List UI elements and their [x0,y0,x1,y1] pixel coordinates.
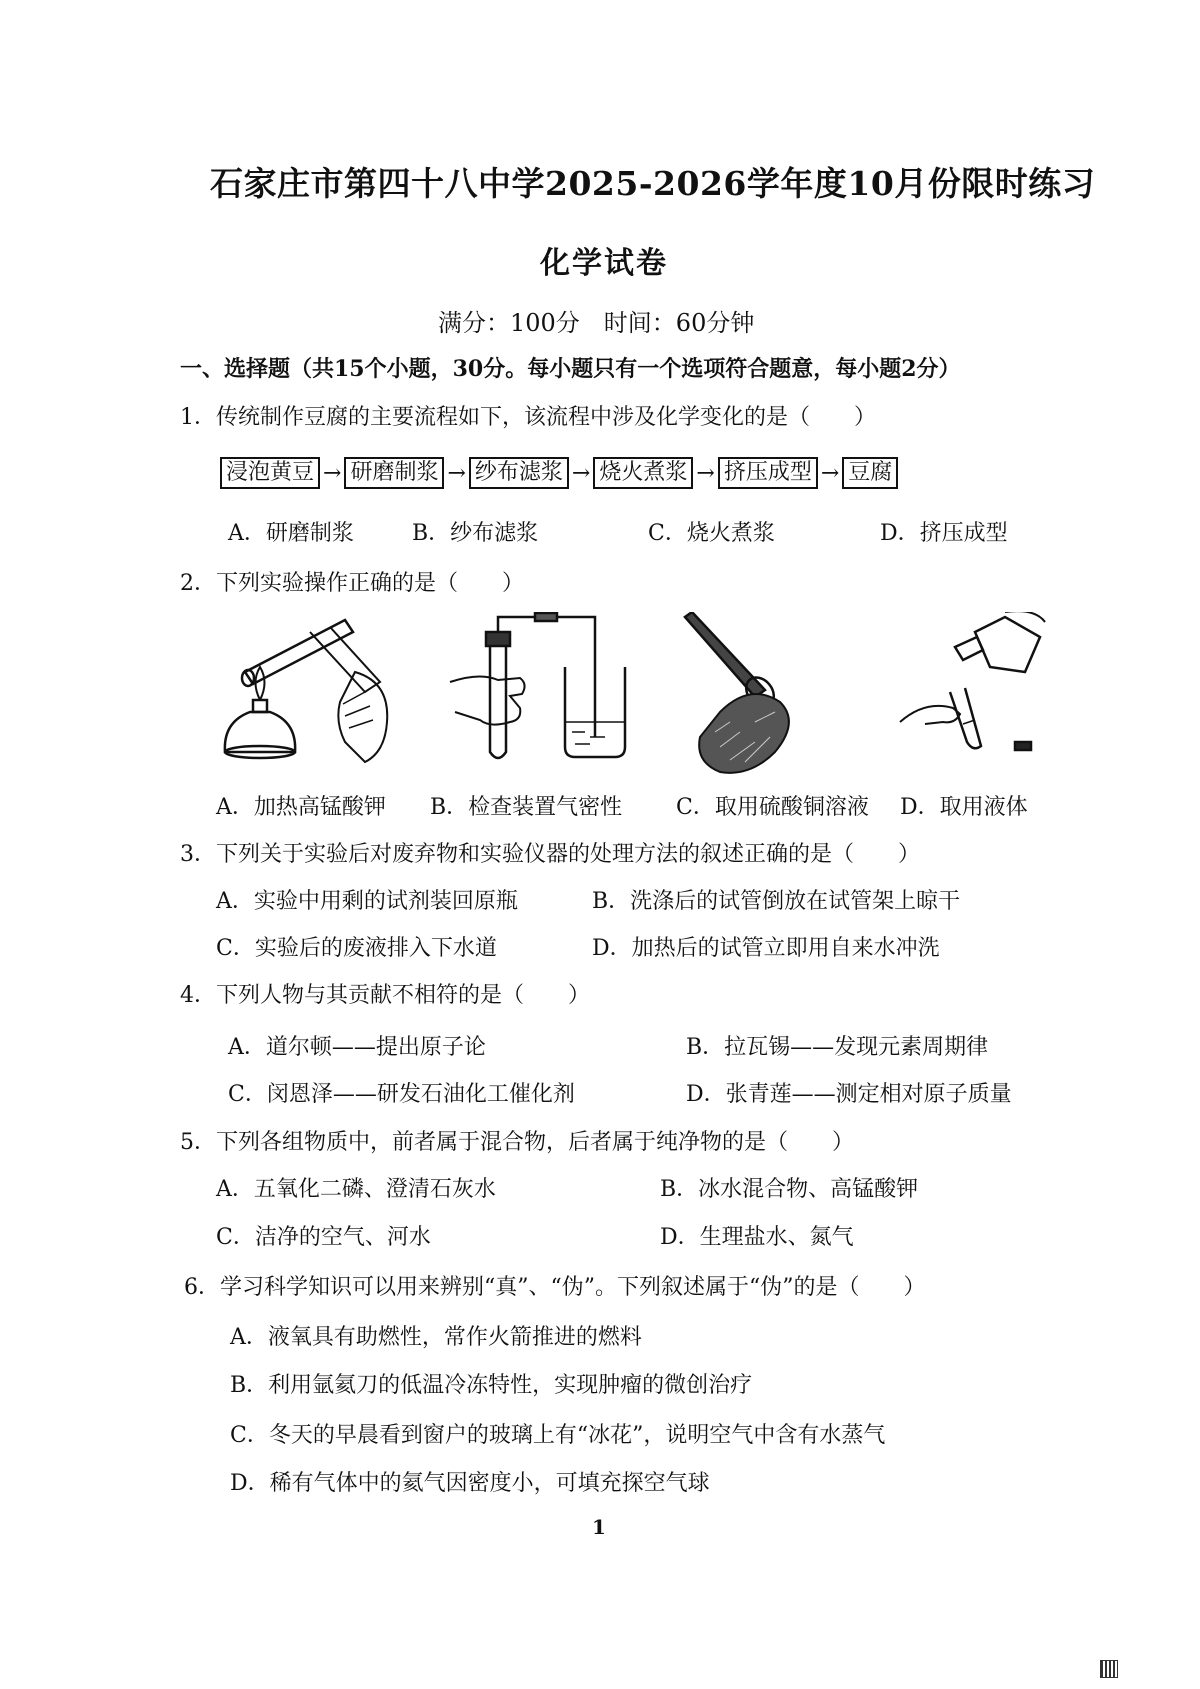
question-5-option-d: D．生理盐水、氮气 [660,1225,854,1250]
question-4-option-c: C．闵恩泽——研发石油化工催化剂 [228,1082,575,1107]
question-1-option-a: A．研磨制浆 [228,521,354,546]
exam-title: 石家庄市第四十八中学2025-2026学年度10月份限时练习 [210,164,1096,203]
flow-step: 浸泡黄豆 [220,457,320,489]
exam-subtitle: 化学试卷 [540,246,668,281]
flow-step: 挤压成型 [718,457,818,489]
flow-arrow: → [447,460,466,486]
question-3-stem: 3．下列关于实验后对废弃物和实验仪器的处理方法的叙述正确的是（ ） [180,842,920,867]
question-2-option-b: B．检查装置气密性 [430,795,623,820]
question-5-stem: 5．下列各组物质中，前者属于混合物，后者属于纯净物的是（ ） [180,1130,854,1155]
flow-step: 研磨制浆 [344,457,444,489]
figure-pouring-liquid [895,612,1060,767]
figure-dropper [680,612,840,782]
question-6-option-d: D．稀有气体中的氦气因密度小，可填充探空气球 [230,1471,710,1496]
question-5-option-c: C．洁净的空气、河水 [216,1225,431,1250]
flow-step: 纱布滤浆 [469,457,569,489]
flow-arrow: → [820,460,840,486]
question-6-option-a: A．液氧具有助燃性，常作火箭推进的燃料 [230,1325,642,1350]
question-1-option-b: B．纱布滤浆 [412,521,539,546]
question-2-option-d: D．取用液体 [900,795,1028,820]
qr-code-icon [1100,1660,1118,1678]
question-2-stem: 2．下列实验操作正确的是（ ） [180,571,524,596]
flow-arrow: → [323,460,342,486]
question-5-option-a: A．五氧化二磷、澄清石灰水 [216,1177,496,1202]
question-1-stem: 1．传统制作豆腐的主要流程如下，该流程中涉及化学变化的是（ ） [180,405,876,430]
question-4-option-a: A．道尔顿——提出原子论 [228,1035,486,1060]
flow-step: 烧火煮浆 [593,457,693,489]
question-1-option-d: D．挤压成型 [880,521,1008,546]
question-3-option-b: B．洗涤后的试管倒放在试管架上晾干 [592,889,961,914]
question-5-option-b: B．冰水混合物、高锰酸钾 [660,1177,919,1202]
figure-heating-test-tube [215,612,395,767]
flow-step: 豆腐 [842,457,898,489]
tofu-process-flow [220,456,898,490]
score-time-info: 满分：100分 时间：60分钟 [438,309,755,337]
flow-arrow: → [696,460,715,486]
section-heading: 一、选择题（共15个小题，30分。每小题只有一个选项符合题意，每小题2分） [180,356,961,382]
page-number: 1 [592,1515,606,1539]
question-2-option-c: C．取用硫酸铜溶液 [676,795,869,820]
question-6-stem: 6．学习科学知识可以用来辨别“真”、“伪”。下列叙述属于“伪”的是（ ） [184,1275,926,1300]
flow-arrow: → [571,460,591,486]
figure-airtightness-check [440,612,640,772]
question-3-option-c: C．实验后的废液排入下水道 [216,936,497,961]
question-6-option-b: B．利用氩氦刀的低温冷冻特性，实现肿瘤的微创治疗 [230,1373,753,1398]
question-1-option-c: C．烧火煮浆 [648,521,775,546]
question-3-option-d: D．加热后的试管立即用自来水冲洗 [592,936,940,961]
question-3-option-a: A．实验中用剩的试剂装回原瓶 [216,889,518,914]
question-4-option-b: B．拉瓦锡——发现元素周期律 [686,1035,989,1060]
question-6-option-c: C．冬天的早晨看到窗户的玻璃上有“冰花”，说明空气中含有水蒸气 [230,1423,886,1448]
question-4-stem: 4．下列人物与其贡献不相符的是（ ） [180,983,590,1008]
question-4-option-d: D．张青莲——测定相对原子质量 [686,1082,1012,1107]
question-2-option-a: A．加热高锰酸钾 [216,795,386,820]
